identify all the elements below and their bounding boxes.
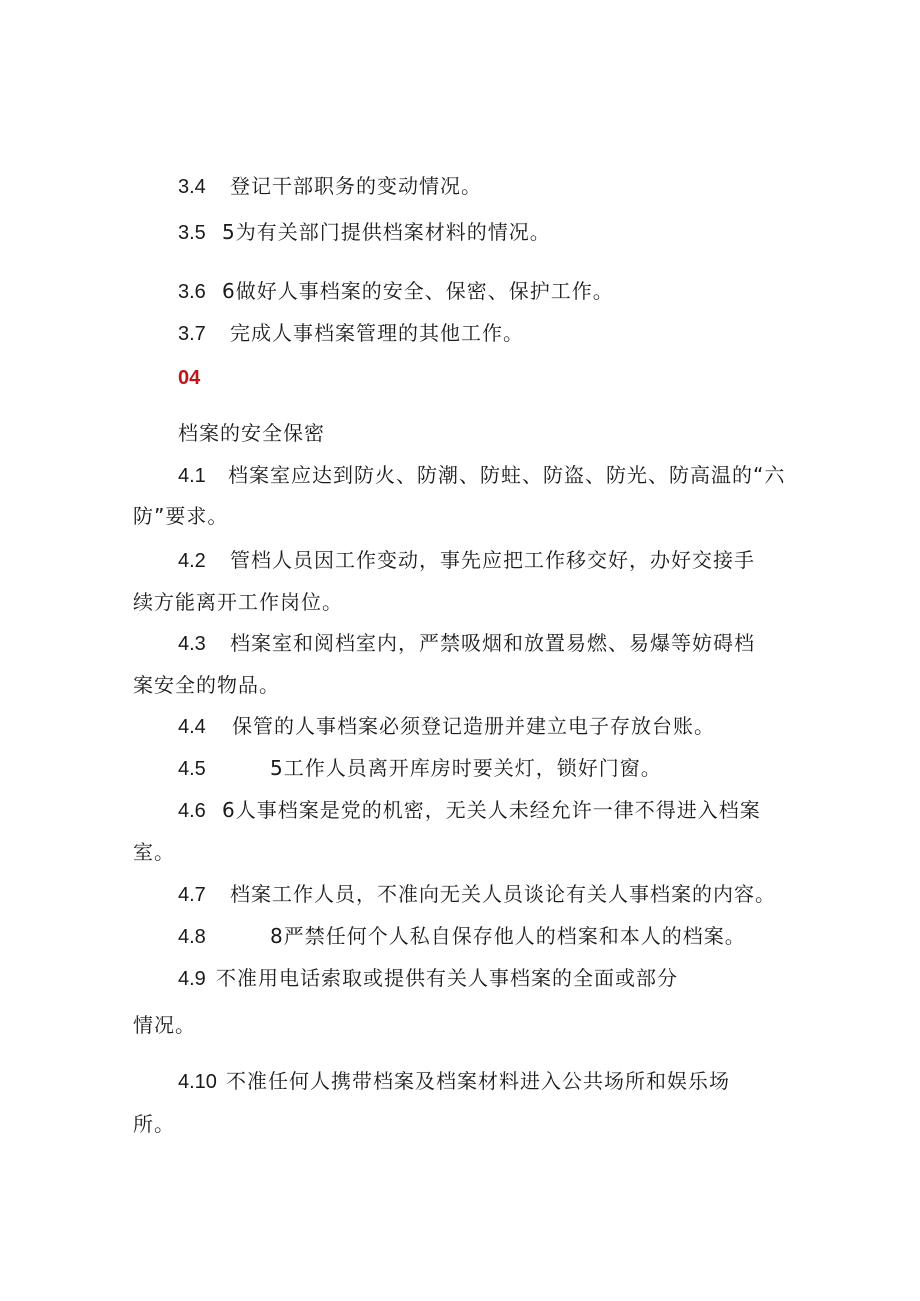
item-number: 4.7	[178, 884, 206, 906]
paragraph-3-4	[178, 172, 482, 201]
paragraph-4-8	[178, 922, 746, 951]
item-number: 4.6	[178, 800, 206, 822]
section-number: 04	[178, 367, 201, 389]
item-number: 4.4	[178, 716, 206, 738]
item-text: 6人事档案是党的机密，无关人未经允许一律不得进入档案	[222, 798, 761, 822]
paragraph-4-6-continued: 室。	[133, 840, 175, 864]
paragraph-4-10-continued: 所。	[133, 1112, 175, 1136]
item-text: 档案室和阅档室内，严禁吸烟和放置易燃、易爆等妨碍档	[230, 631, 755, 655]
item-number: 4.5	[178, 758, 206, 780]
paragraph-3-5	[178, 218, 551, 247]
paragraph-4-3-continued: 案安全的物品。	[133, 673, 280, 697]
paragraph-4-9-continued: 情况。	[133, 1013, 196, 1037]
paragraph-4-10	[178, 1067, 730, 1096]
paragraph-4-3	[178, 629, 755, 658]
paragraph-3-7	[178, 319, 524, 348]
paragraph-4-6	[178, 796, 761, 825]
paragraph-4-7	[178, 880, 776, 909]
item-text: 完成人事档案管理的其他工作。	[230, 321, 524, 345]
item-number: 4.10	[178, 1071, 217, 1093]
item-number: 3.4	[178, 176, 206, 198]
item-text: 5工作人员离开库房时要关灯，锁好门窗。	[270, 756, 662, 780]
paragraph-4-9	[178, 964, 678, 993]
item-number: 3.7	[178, 323, 206, 345]
item-number: 3.6	[178, 281, 206, 303]
section-title: 档案的安全保密	[178, 421, 325, 445]
paragraph-4-1	[178, 461, 785, 490]
item-text: 不准任何人携带档案及档案材料进入公共场所和娱乐场	[226, 1069, 730, 1093]
paragraph-4-2	[178, 546, 755, 575]
item-text: 档案室应达到防火、防潮、防蛀、防盗、防光、防高温的“六	[228, 463, 786, 487]
item-number: 4.9	[178, 968, 206, 990]
paragraph-4-4	[178, 712, 715, 741]
item-number: 4.3	[178, 633, 206, 655]
item-text: 保管的人事档案必须登记造册并建立电子存放台账。	[232, 714, 715, 738]
item-number: 4.1	[178, 465, 206, 487]
item-text: 5为有关部门提供档案材料的情况。	[222, 220, 551, 244]
paragraph-4-5	[178, 754, 662, 783]
item-text: 档案工作人员，不准向无关人员谈论有关人事档案的内容。	[230, 882, 776, 906]
item-text: 登记干部职务的变动情况。	[230, 174, 482, 198]
item-number: 4.8	[178, 926, 206, 948]
item-text: 不准用电话索取或提供有关人事档案的全面或部分	[216, 966, 678, 990]
paragraph-3-6	[178, 277, 614, 306]
item-text: 6做好人事档案的安全、保密、保护工作。	[222, 279, 614, 303]
paragraph-4-2-continued: 续方能离开工作岗位。	[133, 590, 343, 614]
item-number: 3.5	[178, 222, 206, 244]
item-text: 管档人员因工作变动，事先应把工作移交好，办好交接手	[230, 548, 755, 572]
item-text: 8严禁任何个人私自保存他人的档案和本人的档案。	[270, 924, 746, 948]
item-number: 4.2	[178, 550, 206, 572]
paragraph-4-1-continued: 防”要求。	[133, 504, 229, 528]
